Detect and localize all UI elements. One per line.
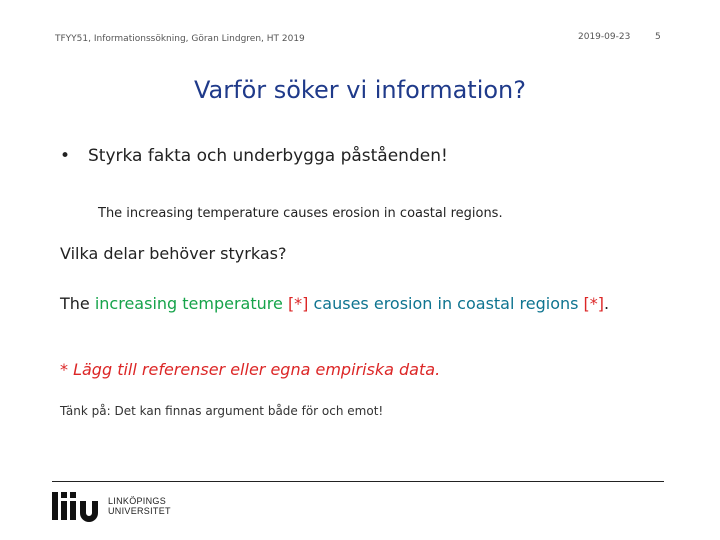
- claim-reference-marker-2: [*]: [583, 294, 605, 313]
- claim-part-highlight: increasing temperature: [94, 294, 283, 313]
- tip-text: Tänk på: Det kan finnas argument både för och emot!: [60, 404, 384, 418]
- logo-wordmark: [108, 496, 171, 516]
- claim-part-plain: The: [60, 294, 95, 313]
- logo-line-2: UNIVERSITET: [108, 506, 171, 516]
- claim-part-highlight-2: causes erosion in coastal regions: [308, 294, 579, 313]
- bullet-item: [60, 146, 448, 166]
- claim-period: .: [604, 294, 610, 313]
- header-date: 2019-09-23: [578, 32, 631, 42]
- slide-title: Varför söker vi information?: [193, 76, 526, 104]
- bullet-text: Styrka fakta och underbygga påståenden!: [88, 146, 448, 166]
- example-sentence: The increasing temperature causes erosion in coastal regions.: [98, 206, 503, 221]
- footnote: * Lägg till referenser eller egna empiriska data.: [60, 360, 441, 379]
- liu-logo-icon: [52, 490, 104, 522]
- question-text: Vilka delar behöver styrkas?: [60, 244, 287, 263]
- annotated-claim: [60, 294, 640, 314]
- header-course-info: TFYY51, Informationssökning, Göran Lindgren, HT 2019: [55, 34, 305, 44]
- page-number: 5: [655, 32, 661, 42]
- claim-reference-marker: [*]: [287, 294, 309, 313]
- logo-line-1: LINKÖPINGS: [108, 496, 167, 506]
- liu-logo: [52, 490, 171, 522]
- bullet-symbol: •: [60, 146, 71, 166]
- footer-divider: [52, 481, 664, 482]
